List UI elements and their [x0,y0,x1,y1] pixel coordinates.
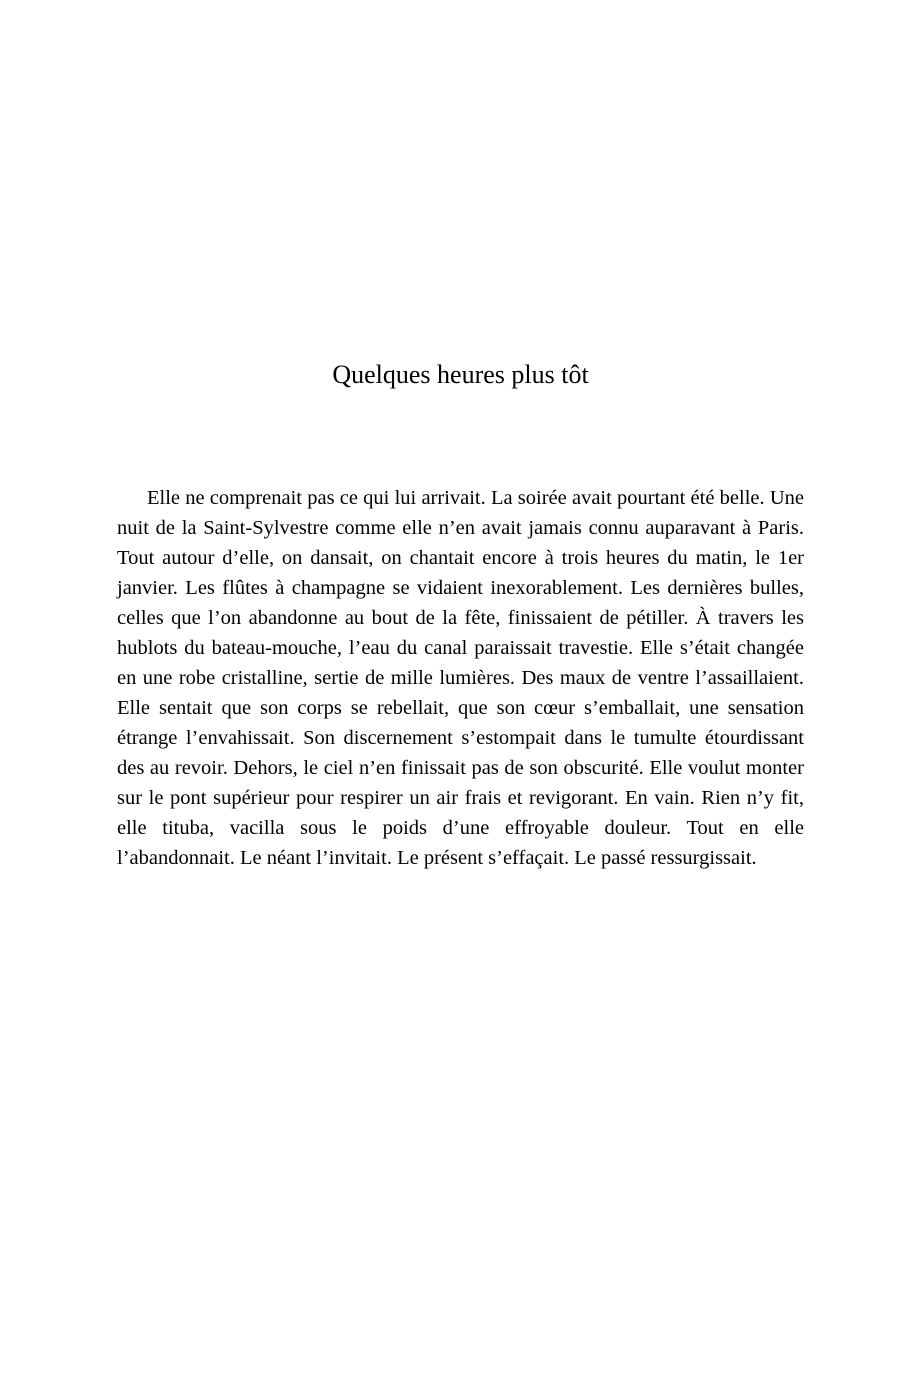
chapter-paragraph: Elle ne comprenait pas ce qui lui arrivait. La soirée avait pourtant été belle. Une nuit de la Saint-Sylvestre comme elle n’en avait jamais connu auparavant à Paris. Tout autour d’elle, on dansait, on chantait encore à trois heures du matin, le 1er janvier. Les flûtes à champagne se vidaient inexorablement. Les dernières bulles, celles que l’on abandonne au bout de la fête, finissaient de pétiller. À travers les hublots du bateau-mouche, l’eau du canal paraissait travestie. Elle s’était changée en une robe cristalline, sertie de mille lumières. Des maux de ventre l’assaillaient. Elle sentait que son corps se rebellait, que son cœur s’emballait, une sensation étrange l’envahissait. Son discernement s’estompait dans le tumulte étourdissant des au revoir. Dehors, le ciel n’en finissait pas de son obscurité. Elle voulut monter sur le pont supérieur pour respirer un air frais et revigorant. En vain. Rien n’y fit, elle tituba, vacilla sous le poids d’une effroyable douleur. Tout en elle l’abandonnait. Le néant l’invitait. Le présent s’effaçait. Le passé ressurgissait. [117,487,804,869]
chapter-title: Quelques heures plus tôt [332,360,589,389]
